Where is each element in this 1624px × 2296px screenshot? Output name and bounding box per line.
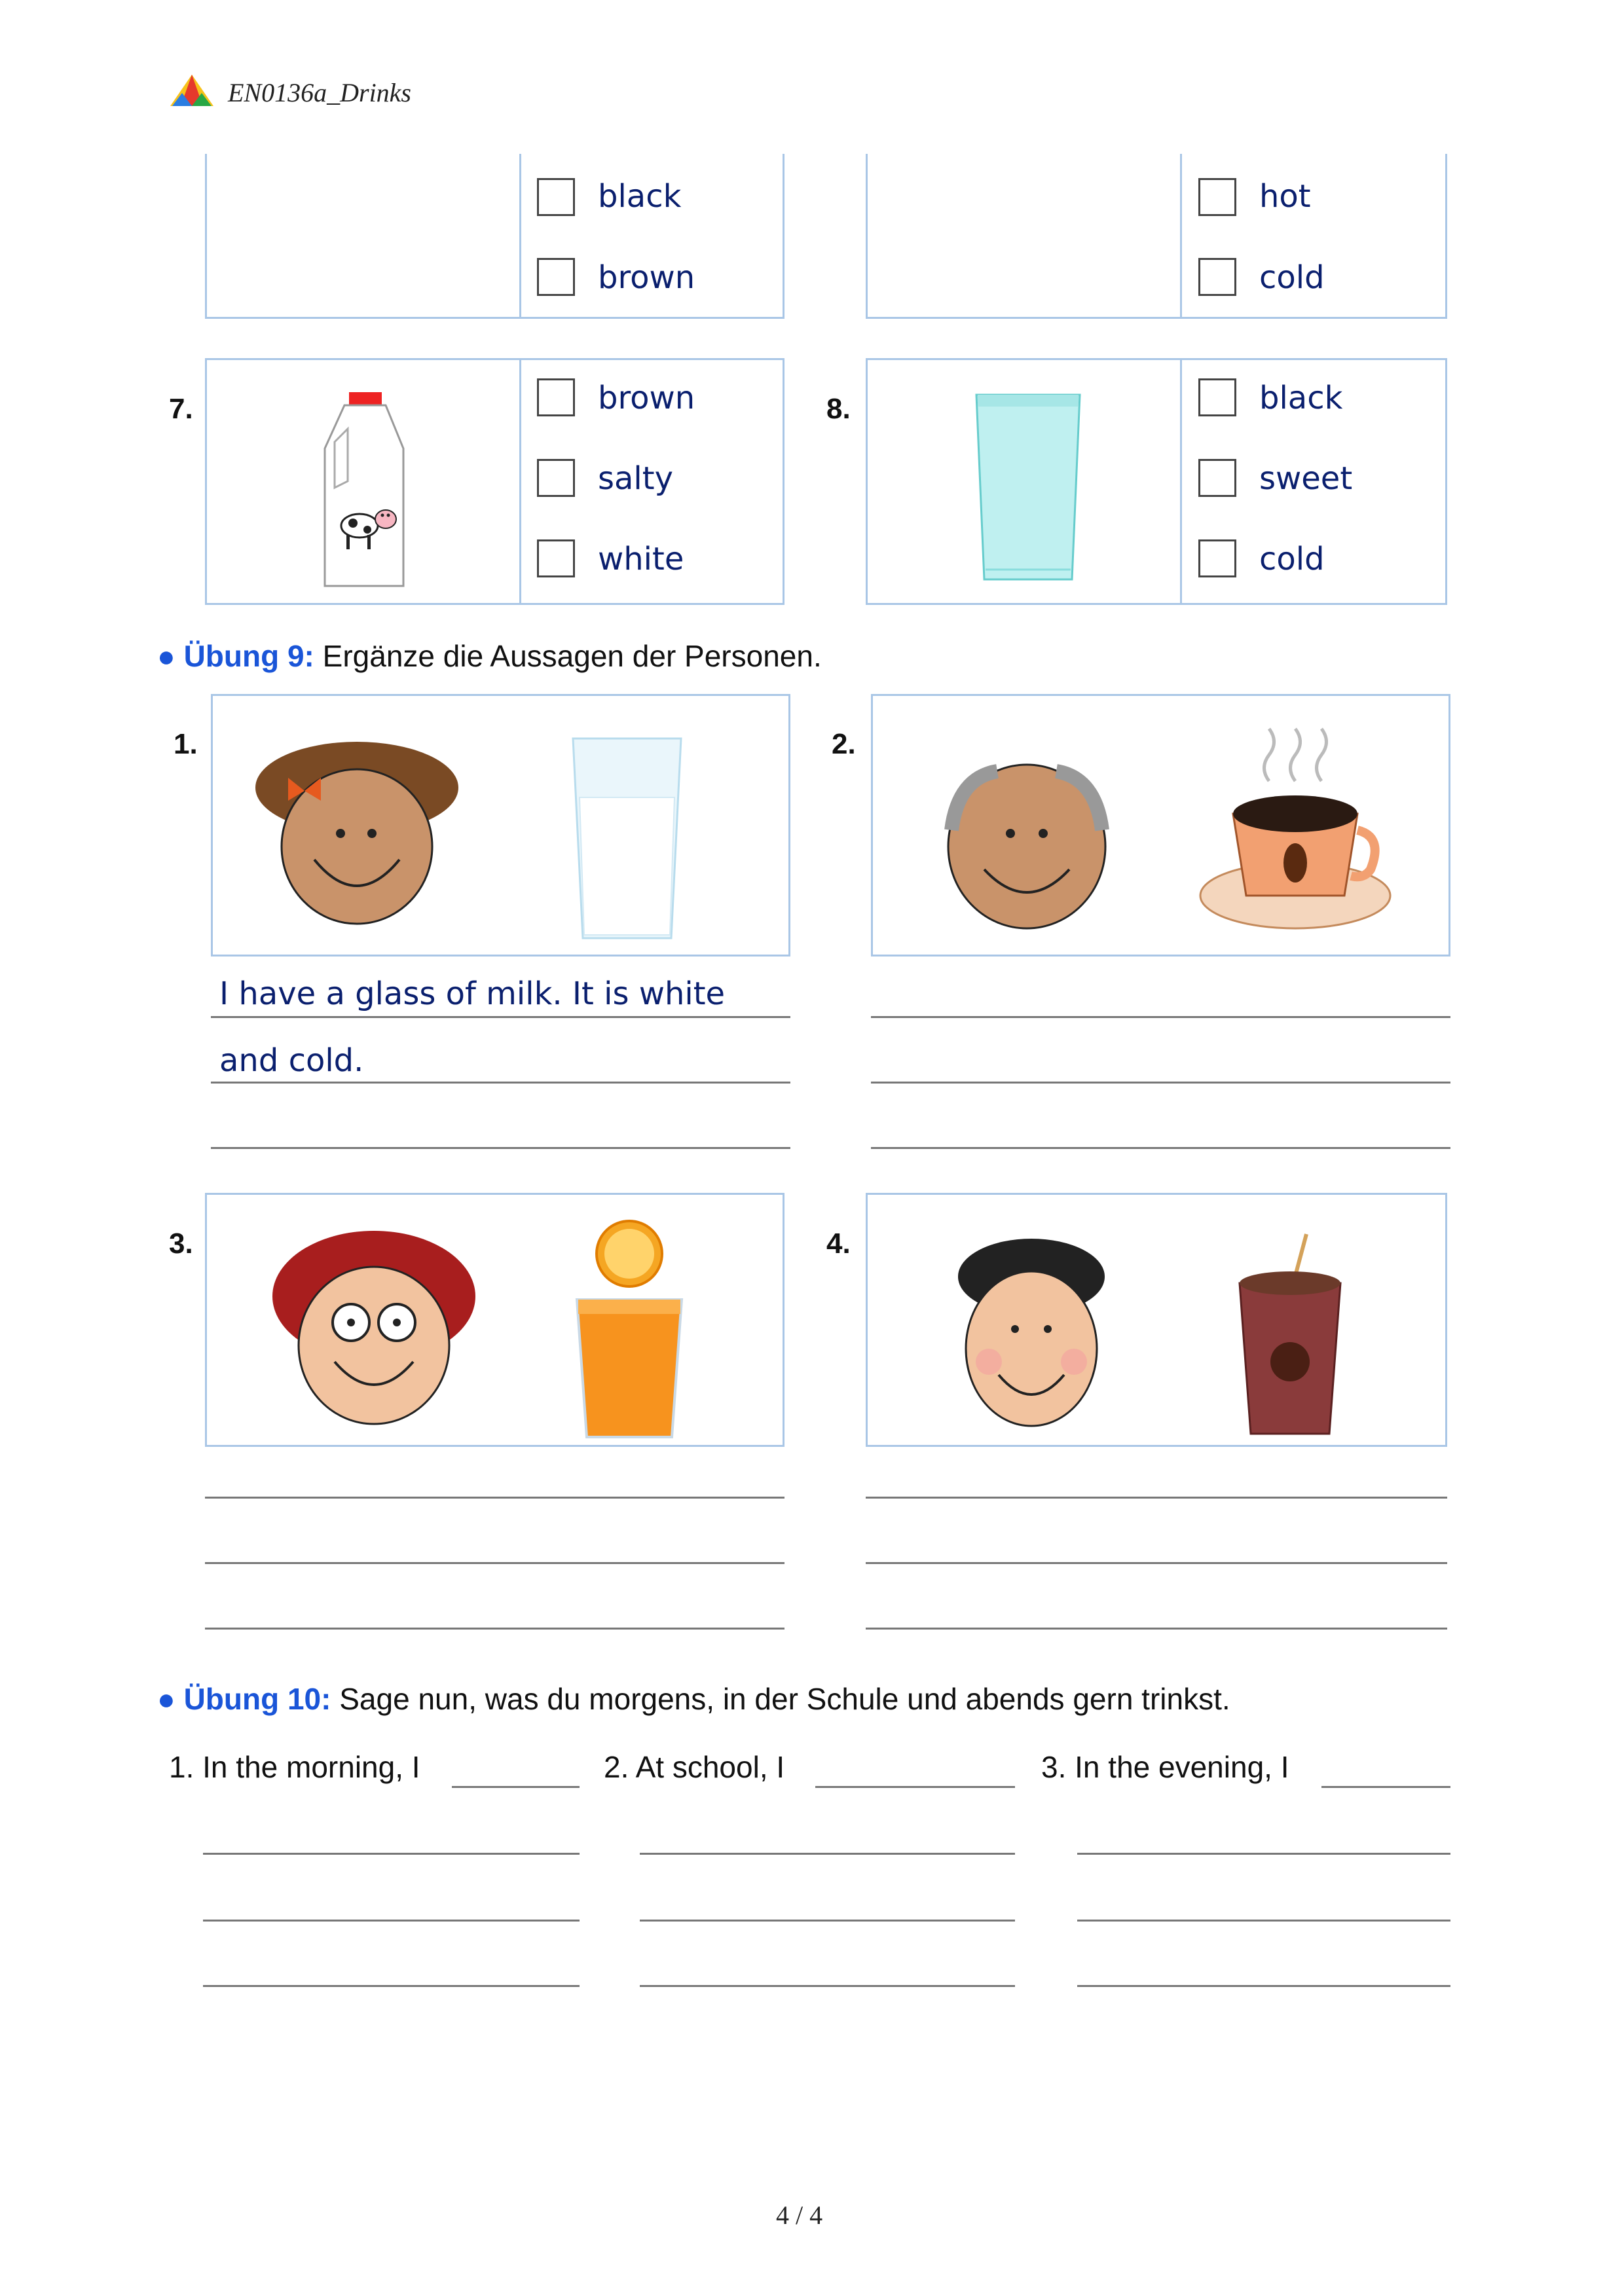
exercise-box-milk xyxy=(205,358,784,605)
bullet-icon: ● xyxy=(157,639,175,673)
option-label: brown xyxy=(598,380,695,416)
picture-box-man-coffee xyxy=(871,694,1450,957)
answer-text: and cold. xyxy=(219,1042,364,1079)
picture-box-girl-milk xyxy=(211,694,790,957)
bullet-icon: ● xyxy=(157,1682,175,1716)
checkbox-cold[interactable] xyxy=(1198,258,1236,296)
prompt-morning: 1. In the morning, I xyxy=(169,1750,420,1784)
answer-line[interactable] xyxy=(871,1016,1450,1018)
exercise-instruction: Ergänze die Aussagen der Personen. xyxy=(322,639,822,673)
hot-chocolate-icon xyxy=(1234,1231,1346,1440)
option-label: salty xyxy=(598,460,673,497)
exercise-label: Übung 9: xyxy=(183,639,314,673)
answer-line[interactable] xyxy=(866,1497,1447,1499)
item-number: 1. xyxy=(174,728,198,760)
answer-line[interactable] xyxy=(203,1985,580,1987)
item-number: 3. xyxy=(169,1228,193,1260)
prompt-school: 2. At school, I xyxy=(604,1750,785,1784)
answer-line[interactable] xyxy=(205,1562,784,1564)
exercise-instruction: Sage nun, was du morgens, in der Schule und abends gern trinkst. xyxy=(339,1682,1230,1716)
answer-line[interactable] xyxy=(211,1147,790,1149)
checkbox-brown-7[interactable] xyxy=(537,378,575,416)
answer-line[interactable] xyxy=(871,1082,1450,1084)
checkbox-salty-7[interactable] xyxy=(537,459,575,497)
logo-icon xyxy=(169,73,215,109)
item-number: 8. xyxy=(826,393,851,425)
exercise-label: Übung 10: xyxy=(183,1682,331,1716)
milk-bottle-icon xyxy=(315,390,413,592)
coffee-cup-icon xyxy=(1197,722,1393,932)
option-label: hot xyxy=(1259,178,1311,215)
water-glass-icon xyxy=(972,390,1084,586)
prompt-evening: 3. In the evening, I xyxy=(1041,1750,1289,1784)
answer-line[interactable] xyxy=(866,1628,1447,1630)
option-label: black xyxy=(598,178,682,215)
answer-text: I have a glass of milk. It is white xyxy=(219,975,726,1012)
girl-face-icon xyxy=(249,735,465,932)
answer-line[interactable] xyxy=(205,1628,784,1630)
option-label: white xyxy=(598,541,684,577)
answer-line[interactable] xyxy=(640,1920,1015,1922)
picture-box-girl-orange-juice xyxy=(205,1193,784,1447)
checkbox-hot[interactable] xyxy=(1198,178,1236,216)
answer-line[interactable] xyxy=(640,1853,1015,1855)
exercise-box-water xyxy=(866,358,1447,605)
checkbox-black-8[interactable] xyxy=(1198,378,1236,416)
option-label: cold xyxy=(1259,259,1325,296)
exercise-box-hot-cold xyxy=(866,154,1447,319)
answer-line[interactable] xyxy=(1077,1920,1450,1922)
answer-line[interactable] xyxy=(1077,1985,1450,1987)
answer-line[interactable] xyxy=(1077,1853,1450,1855)
boy-face-icon xyxy=(953,1237,1110,1434)
exercise-box-black-brown xyxy=(205,154,784,319)
picture-box-boy-cocoa xyxy=(866,1193,1447,1447)
answer-line[interactable] xyxy=(871,1147,1450,1149)
answer-line[interactable] xyxy=(640,1985,1015,1987)
option-label: cold xyxy=(1259,541,1325,577)
item-number: 4. xyxy=(826,1228,851,1260)
milk-glass-icon xyxy=(570,735,684,945)
checkbox-black[interactable] xyxy=(537,178,575,216)
checkbox-cold-8[interactable] xyxy=(1198,539,1236,577)
answer-line[interactable] xyxy=(211,1016,790,1018)
answer-line[interactable] xyxy=(211,1082,790,1084)
answer-line[interactable] xyxy=(866,1562,1447,1564)
item-number: 7. xyxy=(169,393,193,425)
orange-juice-icon xyxy=(570,1218,688,1444)
option-label: brown xyxy=(598,259,695,296)
answer-line[interactable] xyxy=(203,1853,580,1855)
checkbox-brown[interactable] xyxy=(537,258,575,296)
answer-line[interactable] xyxy=(1321,1786,1450,1788)
page-number: 4 / 4 xyxy=(776,2200,823,2230)
bald-man-face-icon xyxy=(929,742,1125,938)
exercise-9-heading xyxy=(157,638,822,674)
answer-line[interactable] xyxy=(203,1920,580,1922)
exercise-10-heading xyxy=(157,1681,1230,1717)
checkbox-white-7[interactable] xyxy=(537,539,575,577)
glasses-girl-face-icon xyxy=(269,1224,479,1434)
answer-line[interactable] xyxy=(815,1786,1015,1788)
checkbox-sweet-8[interactable] xyxy=(1198,459,1236,497)
item-number: 2. xyxy=(832,728,856,760)
answer-line[interactable] xyxy=(205,1497,784,1499)
document-title: EN0136a_Drinks xyxy=(228,78,411,107)
answer-line[interactable] xyxy=(452,1786,580,1788)
option-label: black xyxy=(1259,380,1343,416)
option-label: sweet xyxy=(1259,460,1353,497)
